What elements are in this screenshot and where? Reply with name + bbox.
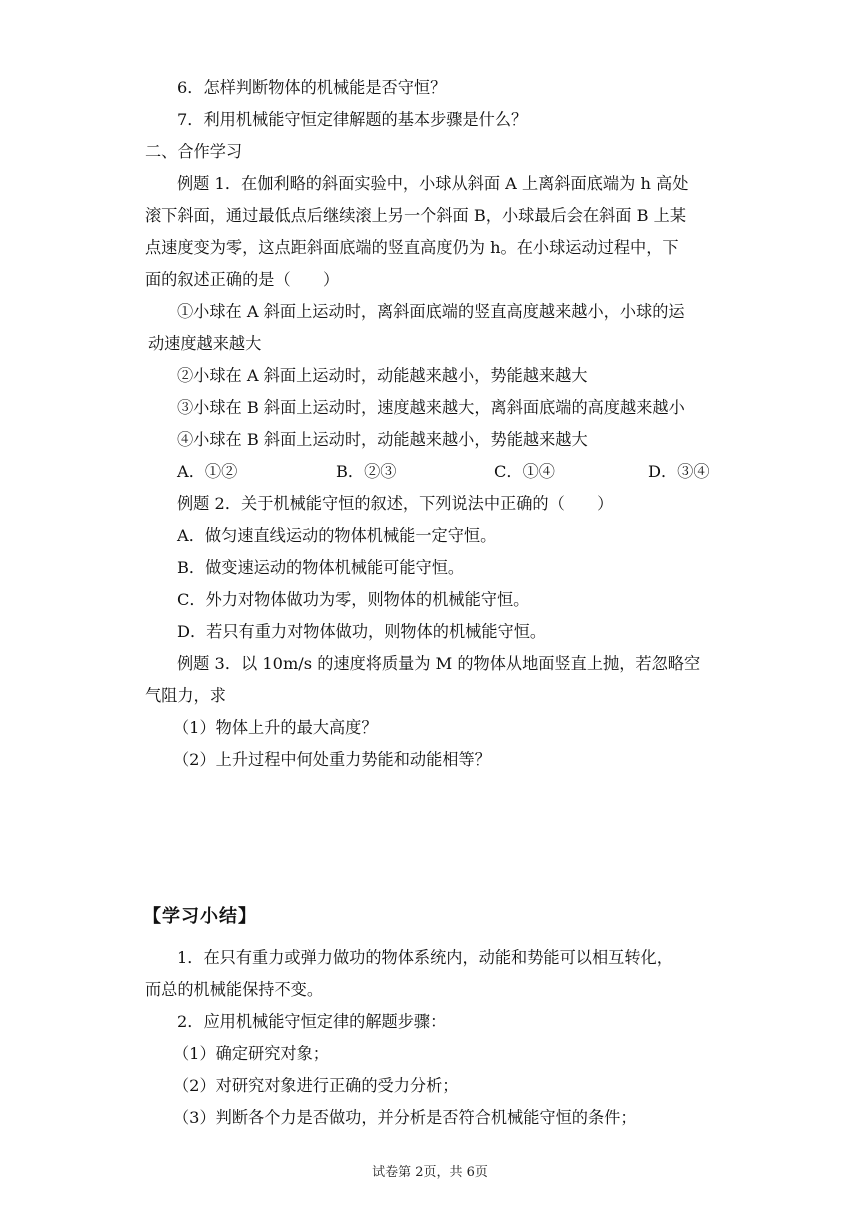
summary-2: 2．应用机械能守恒定律的解题步骤： <box>177 1012 447 1031</box>
statement-2: ②小球在 A 斜面上运动时，动能越来越小，势能越来越大 <box>177 366 588 385</box>
statement-1-line-2: 动速度越来越大 <box>148 334 262 353</box>
example-1-line-3: 点速度变为零，这点距斜面底端的竖直高度仍为 h。在小球运动过程中，下 <box>145 238 679 257</box>
example-1-option-a: A．①② <box>177 462 238 481</box>
question-6: 6．怎样判断物体的机械能是否守恒？ <box>177 78 447 97</box>
example-3-question-1: （1）物体上升的最大高度？ <box>173 718 378 737</box>
statement-4: ④小球在 B 斜面上运动时，动能越来越小，势能越来越大 <box>177 430 588 449</box>
example-2-option-a: A．做匀速直线运动的物体机械能一定守恒。 <box>177 526 497 545</box>
example-2-stem: 例题 2．关于机械能守恒的叙述，下列说法中正确的（ ） <box>177 494 614 513</box>
example-1-line-2: 滚下斜面，通过最低点后继续滚上另一个斜面 B，小球最后会在斜面 B 上某 <box>145 206 687 225</box>
example-3-line-2: 气阻力，求 <box>145 686 226 705</box>
step-1: （1）确定研究对象； <box>173 1044 329 1063</box>
section-heading-cooperative-learning: 二、合作学习 <box>145 142 243 161</box>
summary-heading: 【学习小结】 <box>143 906 257 927</box>
step-2: （2）对研究对象进行正确的受力分析； <box>173 1076 459 1095</box>
example-1-option-d: D．③④ <box>648 462 710 481</box>
example-1-line-1: 例题 1．在伽利略的斜面实验中，小球从斜面 A 上离斜面底端为 h 高处 <box>177 174 689 193</box>
statement-1-line-1: ①小球在 A 斜面上运动时，离斜面底端的竖直高度越来越小，小球的运 <box>177 302 685 321</box>
example-3-question-2: （2）上升过程中何处重力势能和动能相等？ <box>173 750 491 769</box>
example-1-option-c: C．①④ <box>494 462 555 481</box>
example-2-option-c: C．外力对物体做功为零，则物体的机械能守恒。 <box>177 590 530 609</box>
example-3-line-1: 例题 3．以 10m/s 的速度将质量为 M 的物体从地面竖直上抛，若忽略空 <box>177 654 701 673</box>
example-1-option-b: B．②③ <box>336 462 397 481</box>
example-2-option-d: D．若只有重力对物体做功，则物体的机械能守恒。 <box>177 622 547 641</box>
statement-3: ③小球在 B 斜面上运动时，速度越来越大，离斜面底端的高度越来越小 <box>177 398 685 417</box>
step-3: （3）判断各个力是否做功，并分析是否符合机械能守恒的条件； <box>173 1108 637 1127</box>
example-2-option-b: B．做变速运动的物体机械能可能守恒。 <box>177 558 465 577</box>
summary-1-line-2: 而总的机械能保持不变。 <box>145 980 324 999</box>
question-7: 7．利用机械能守恒定律解题的基本步骤是什么？ <box>177 110 528 129</box>
page-footer: 试卷第 2页，共 6页 <box>372 1165 488 1180</box>
summary-1-line-1: 1．在只有重力或弹力做功的物体系统内，动能和势能可以相互转化， <box>177 948 673 967</box>
example-1-line-4: 面的叙述正确的是（ ） <box>145 270 340 289</box>
